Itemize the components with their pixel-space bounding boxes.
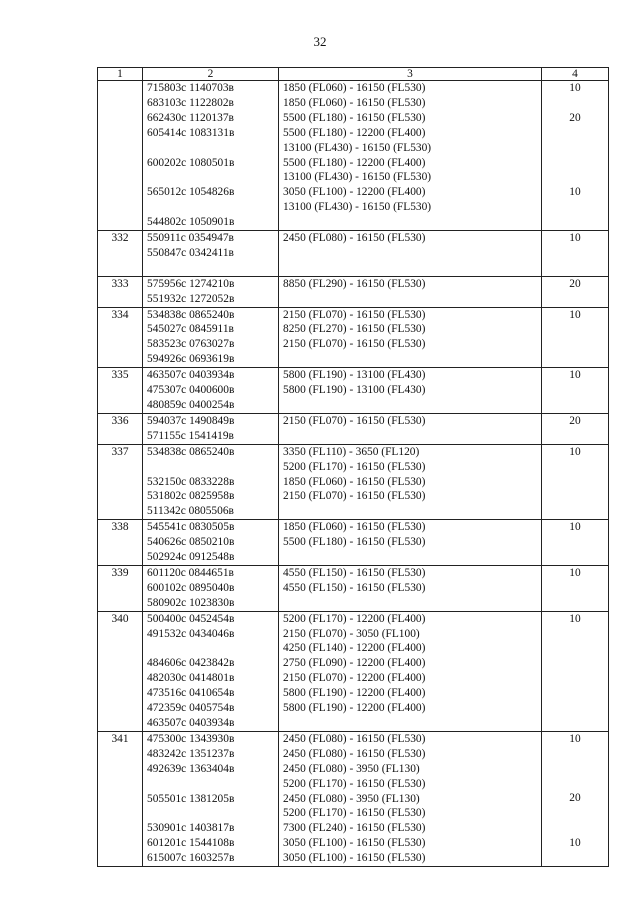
altitude-range-line: 5800 (FL190) - 12200 (FL400) [283, 687, 426, 700]
altitude-range-line: 1850 (FL060) - 16150 (FL530) [283, 521, 426, 534]
limit-cell [542, 565, 609, 611]
altitude-range-line: 4550 (FL150) - 16150 (FL530) [283, 581, 426, 594]
coordinate-line: 583523с 0763027в [147, 338, 235, 351]
altitude-range-cell [279, 368, 542, 414]
altitude-range-line: 5800 (FL190) - 12200 (FL400) [283, 702, 426, 715]
altitude-range-line [283, 292, 537, 307]
altitude-range-line: 2150 (FL070) - 12200 (FL400) [283, 672, 426, 685]
limit-value [546, 246, 604, 261]
coordinate-line: 550911с 0354947в [147, 232, 234, 245]
coordinate-line: 482030с 0414801в [147, 672, 235, 685]
altitude-range-line [283, 398, 537, 413]
altitude-range-line [283, 352, 537, 367]
limit-value [546, 261, 604, 276]
altitude-range-cell [279, 731, 542, 866]
coordinate-line [147, 460, 274, 475]
row-number: 341 [98, 731, 143, 866]
limit-value [546, 821, 604, 836]
altitude-range-line: 5200 (FL170) - 16150 (FL530) [283, 460, 426, 473]
altitude-range-line: 5500 (FL180) - 12200 (FL400) [283, 156, 426, 169]
altitude-range-line [283, 429, 537, 444]
coordinates-cell [143, 368, 279, 414]
altitude-range-line: 2150 (FL070) - 16150 (FL530) [283, 414, 426, 427]
limit-value [546, 126, 604, 141]
coordinate-line: 575956с 1274210в [147, 277, 235, 290]
limit-value [546, 686, 604, 701]
column-header: 4 [542, 68, 609, 81]
altitude-range-cell [279, 520, 542, 566]
coordinates-cell [143, 413, 279, 444]
table-row [98, 520, 609, 566]
altitude-range-line: 13100 (FL430) - 16150 (FL530) [283, 141, 432, 154]
limit-value [546, 596, 604, 611]
coordinate-line: 534838с 0865240в [147, 445, 235, 458]
coordinates-cell [143, 520, 279, 566]
limit-value [546, 504, 604, 519]
limit-value: 10 [569, 186, 581, 199]
altitude-range-cell [279, 231, 542, 277]
altitude-range-line: 2450 (FL080) - 16150 (FL530) [283, 747, 426, 760]
coordinate-line: 531802с 0825958в [147, 490, 235, 503]
altitude-range-line: 4250 (FL140) - 12200 (FL400) [283, 642, 426, 655]
coordinates-cell [143, 611, 279, 731]
coordinate-line: 571155с 1541419в [147, 429, 234, 442]
altitude-range-line: 5200 (FL170) - 12200 (FL400) [283, 612, 426, 625]
coordinate-line: 530901с 1403817в [147, 822, 235, 835]
row-number: 333 [98, 276, 143, 307]
coordinate-line: 483242с 1351237в [147, 747, 235, 760]
limit-value [546, 352, 604, 367]
column-header: 3 [279, 68, 542, 81]
limit-value [546, 383, 604, 398]
altitude-range-line: 2150 (FL070) - 3050 (FL100) [283, 627, 420, 640]
table-row [98, 307, 609, 368]
altitude-range-cell [279, 276, 542, 307]
limit-value: 20 [569, 111, 581, 124]
row-number: 332 [98, 231, 143, 277]
limit-value: 20 [569, 277, 581, 290]
coordinate-line [147, 200, 274, 215]
coordinate-line [147, 641, 274, 656]
altitude-range-line: 7300 (FL240) - 16150 (FL530) [283, 822, 426, 835]
coordinates-cell [143, 565, 279, 611]
coordinate-line: 600202с 1080501в [147, 156, 235, 169]
table-header-row [98, 68, 609, 81]
limit-value [546, 141, 604, 156]
limit-value [546, 581, 604, 596]
altitude-range-cell [279, 413, 542, 444]
coordinate-line: 683103с 1122802в [147, 96, 234, 109]
coordinate-line: 475300с 1343930в [147, 732, 235, 745]
altitude-range-line: 8250 (FL270) - 16150 (FL530) [283, 323, 426, 336]
limit-cell [542, 368, 609, 414]
limit-value: 10 [569, 566, 581, 579]
limit-value [546, 716, 604, 731]
table-row [98, 276, 609, 307]
coordinate-line: 480859с 0400254в [147, 399, 235, 411]
altitude-range-line [283, 596, 537, 611]
altitude-range-line: 2150 (FL070) - 16150 (FL530) [283, 490, 426, 503]
altitude-range-line [283, 215, 537, 230]
altitude-range-line [283, 504, 537, 519]
altitude-range-line: 5500 (FL180) - 16150 (FL530) [283, 111, 426, 124]
row-number: 334 [98, 307, 143, 368]
row-number: 335 [98, 368, 143, 414]
coordinate-line: 545541с 0830505в [147, 521, 235, 534]
altitude-range-line: 5200 (FL170) - 16150 (FL530) [283, 807, 426, 820]
coordinate-line: 463507с 0403934в [147, 369, 235, 382]
limit-value: 10 [569, 837, 581, 850]
limit-value: 10 [569, 232, 581, 245]
table-row [98, 368, 609, 414]
limit-value: 10 [569, 369, 581, 382]
coordinate-line [147, 261, 274, 276]
limit-value: 10 [569, 732, 581, 745]
coordinate-line: 601201с 1544108в [147, 837, 235, 850]
limit-cell [542, 413, 609, 444]
limit-value [546, 806, 604, 821]
limit-value [546, 429, 604, 444]
table-row [98, 81, 609, 231]
coordinate-line: 534838с 0865240в [147, 308, 235, 321]
altitude-range-cell [279, 611, 542, 731]
altitude-range-line: 5500 (FL180) - 12200 (FL400) [283, 126, 426, 139]
coordinates-cell [143, 276, 279, 307]
altitude-range-line: 4550 (FL150) - 16150 (FL530) [283, 566, 426, 579]
limit-value [546, 701, 604, 716]
altitude-range-line: 2150 (FL070) - 16150 (FL530) [283, 338, 426, 351]
coordinate-line: 491532с 0434046в [147, 627, 235, 640]
altitude-range-line [283, 246, 537, 261]
limit-value [546, 656, 604, 671]
limit-value [546, 851, 604, 866]
limit-value [546, 747, 604, 762]
table-row [98, 565, 609, 611]
limit-value: 10 [569, 612, 581, 625]
coordinate-line: 550847с 0342411в [147, 246, 234, 259]
limit-value: 10 [569, 308, 581, 321]
limit-cell [542, 231, 609, 277]
limit-cell [542, 520, 609, 566]
altitude-range-cell [279, 565, 542, 611]
altitude-range-line: 5800 (FL190) - 13100 (FL430) [283, 384, 426, 397]
altitude-range-line: 5500 (FL180) - 16150 (FL530) [283, 536, 426, 549]
coordinate-line: 505501с 1381205в [147, 792, 235, 805]
limit-value [546, 671, 604, 686]
altitude-range-line [283, 716, 537, 731]
coordinate-line: 484606с 0423842в [147, 657, 235, 670]
limit-value: 20 [569, 414, 581, 427]
coordinate-line: 565012с 1054826в [147, 186, 235, 199]
limit-cell [542, 276, 609, 307]
limit-value: 20 [569, 792, 581, 805]
coordinates-cell [143, 307, 279, 368]
coordinate-line: 532150с 0833228в [147, 475, 235, 488]
coordinate-line [147, 777, 274, 792]
table-row [98, 611, 609, 731]
coordinate-line: 662430с 1120137в [147, 111, 234, 124]
coordinate-line: 473516с 0410654в [147, 687, 235, 700]
row-number [98, 81, 143, 231]
altitude-range-cell [279, 307, 542, 368]
limit-cell [542, 444, 609, 520]
limit-value [546, 398, 604, 413]
altitude-range-line: 3050 (FL100) - 16150 (FL530) [283, 852, 426, 865]
limit-value [546, 489, 604, 504]
limit-value [546, 322, 604, 337]
altitude-range-line: 2450 (FL080) - 16150 (FL530) [283, 232, 426, 245]
coordinate-line: 615007с 1603257в [147, 852, 235, 865]
table-row [98, 731, 609, 866]
altitude-range-line: 1850 (FL060) - 16150 (FL530) [283, 475, 426, 488]
altitude-range-line: 13100 (FL430) - 16150 (FL530) [283, 201, 432, 214]
limit-value: 10 [569, 521, 581, 534]
row-number: 337 [98, 444, 143, 520]
altitude-range-line: 1850 (FL060) - 16150 (FL530) [283, 96, 426, 109]
altitude-range-line: 2450 (FL080) - 3950 (FL130) [283, 792, 420, 805]
limit-value [546, 170, 604, 185]
limit-value [546, 535, 604, 550]
altitude-range-cell [279, 81, 542, 231]
coordinates-cell [143, 444, 279, 520]
page-number: 32 [313, 34, 327, 49]
limit-value [546, 96, 604, 111]
coordinate-line: 492639с 1363404в [147, 762, 235, 775]
coordinate-line: 551932с 1272052в [147, 292, 235, 305]
altitude-range-line: 2750 (FL090) - 12200 (FL400) [283, 657, 426, 670]
coordinate-line: 715803с 1140703в [147, 82, 234, 94]
table-row [98, 444, 609, 520]
limit-value [546, 475, 604, 490]
limit-value [546, 762, 604, 777]
limit-value [546, 337, 604, 352]
altitude-range-line: 2450 (FL080) - 16150 (FL530) [283, 732, 426, 745]
coordinate-line: 544802с 1050901в [147, 216, 235, 229]
altitude-range-line [283, 261, 537, 276]
limit-value: 10 [569, 445, 581, 458]
row-number: 339 [98, 565, 143, 611]
row-number: 340 [98, 611, 143, 731]
coordinate-line: 580902с 1023830в [147, 596, 235, 609]
altitude-range-cell [279, 444, 542, 520]
coordinate-line [147, 141, 274, 156]
coordinate-line: 605414с 1083131в [147, 126, 235, 139]
altitude-range-line [283, 550, 537, 565]
coordinate-line: 600102с 0895040в [147, 581, 235, 594]
limit-cell [542, 81, 609, 231]
coordinate-line: 594037с 1490849в [147, 414, 235, 427]
altitude-range-line: 2150 (FL070) - 16150 (FL530) [283, 308, 426, 321]
table-row [98, 231, 609, 277]
coordinate-line: 545027с 0845911в [147, 323, 234, 336]
coordinates-cell [143, 731, 279, 866]
coordinate-line: 601120с 0844651в [147, 566, 234, 579]
table-body [98, 81, 609, 867]
airspace-table [97, 67, 609, 867]
coordinate-line: 594926с 0693619в [147, 353, 235, 366]
coordinate-line: 502924с 0912548в [147, 551, 235, 564]
coordinate-line: 540626с 0850210в [147, 536, 235, 549]
coordinate-line [147, 806, 274, 821]
coordinate-line: 475307с 0400600в [147, 384, 235, 397]
limit-value [546, 292, 604, 307]
column-header: 1 [98, 68, 143, 81]
limit-cell [542, 611, 609, 731]
altitude-range-line: 8850 (FL290) - 16150 (FL530) [283, 277, 426, 290]
altitude-range-line: 5800 (FL190) - 13100 (FL430) [283, 369, 426, 382]
limit-value [546, 777, 604, 792]
limit-cell [542, 731, 609, 866]
altitude-range-line: 3050 (FL100) - 12200 (FL400) [283, 186, 426, 199]
limit-value [546, 215, 604, 230]
column-header: 2 [143, 68, 279, 81]
altitude-range-line: 13100 (FL430) - 16150 (FL530) [283, 171, 432, 184]
altitude-range-line: 2450 (FL080) - 3950 (FL130) [283, 762, 420, 775]
coordinates-cell [143, 231, 279, 277]
limit-value [546, 550, 604, 565]
row-number: 338 [98, 520, 143, 566]
limit-value [546, 200, 604, 215]
coordinate-line: 511342с 0805506в [147, 505, 234, 518]
coordinate-line: 472359с 0405754в [147, 702, 235, 715]
limit-value [546, 460, 604, 475]
altitude-range-line: 1850 (FL060) - 16150 (FL530) [283, 82, 426, 94]
altitude-range-line: 3350 (FL110) - 3650 (FL120) [283, 445, 420, 458]
coordinate-line: 500400с 0452454в [147, 612, 235, 625]
limit-value [546, 627, 604, 642]
altitude-range-line: 5200 (FL170) - 16150 (FL530) [283, 777, 426, 790]
limit-value: 10 [569, 82, 581, 94]
table-row [98, 413, 609, 444]
limit-value [546, 155, 604, 170]
altitude-range-line: 3050 (FL100) - 16150 (FL530) [283, 837, 426, 850]
limit-cell [542, 307, 609, 368]
limit-value [546, 641, 604, 656]
coordinates-cell [143, 81, 279, 231]
coordinate-line: 463507с 0403934в [147, 717, 235, 729]
row-number: 336 [98, 413, 143, 444]
coordinate-line [147, 170, 274, 185]
